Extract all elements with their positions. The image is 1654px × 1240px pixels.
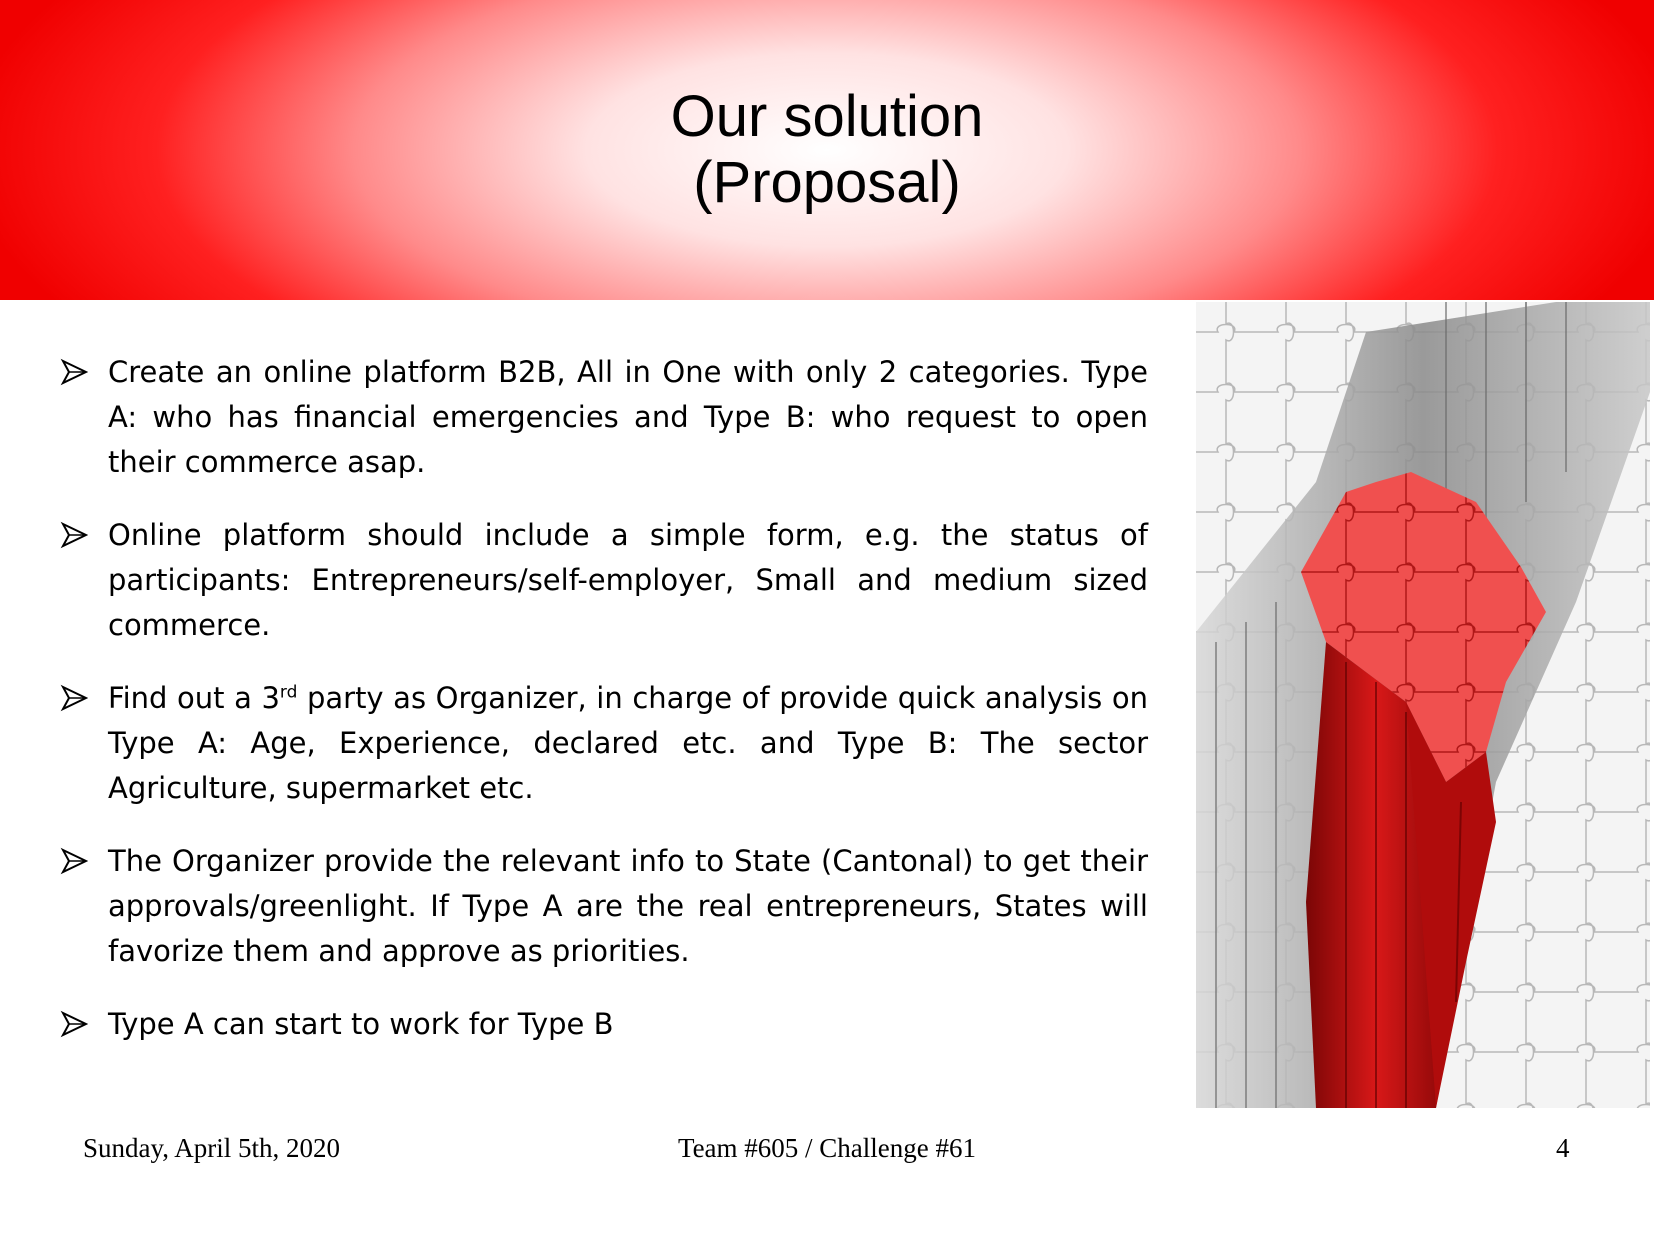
bullet-list: [60, 350, 1148, 1075]
bullet-text: [108, 681, 1148, 805]
bullet-item: [60, 839, 1148, 974]
arrow-bullet-icon: [60, 847, 88, 875]
bullet-item: [60, 1002, 1148, 1047]
bullet-item: [60, 350, 1148, 485]
puzzle-illustration: [1196, 302, 1650, 1108]
title-line-2: (Proposal): [693, 150, 961, 215]
bullet-text: The Organizer provide the relevant info to State (Cantonal) to get their approvals/greenlight. If Type A are the real entrepreneurs, States will favorize them and approve as priorities.: [108, 844, 1148, 968]
bullet-text-part: Find out a 3: [108, 681, 280, 715]
footer-team: Team #605 / Challenge #61: [677, 1133, 977, 1163]
arrow-bullet-icon: [60, 684, 88, 712]
arrow-bullet-icon: [60, 1010, 88, 1038]
bullet-text: Online platform should include a simple form, e.g. the status of participants: Entrepreneurs/self-employer, Small and medium sized commerce.: [108, 518, 1148, 642]
page-number: 4: [1556, 1133, 1570, 1163]
puzzle-image: [1196, 302, 1650, 1108]
bullet-text-part: party as Organizer, in charge of provide quick analysis on Type A: Age, Experience, declared etc. and Type B: The sector Agriculture, supermarket etc.: [108, 681, 1148, 805]
bullet-text: Type A can start to work for Type B: [108, 1007, 614, 1041]
bullet-item: [60, 676, 1148, 811]
title-line-1: Our solution: [670, 84, 984, 149]
arrow-bullet-icon: [60, 358, 88, 386]
superscript: rd: [279, 682, 298, 703]
bullet-text: Create an online platform B2B, All in One with only 2 categories. Type A: who has financial emergencies and Type B: who request to open their commerce asap.: [108, 355, 1148, 479]
footer-date: Sunday, April 5th, 2020: [83, 1133, 341, 1163]
arrow-bullet-icon: [60, 521, 88, 549]
slide-title: [0, 84, 1654, 216]
bullet-item: [60, 513, 1148, 648]
